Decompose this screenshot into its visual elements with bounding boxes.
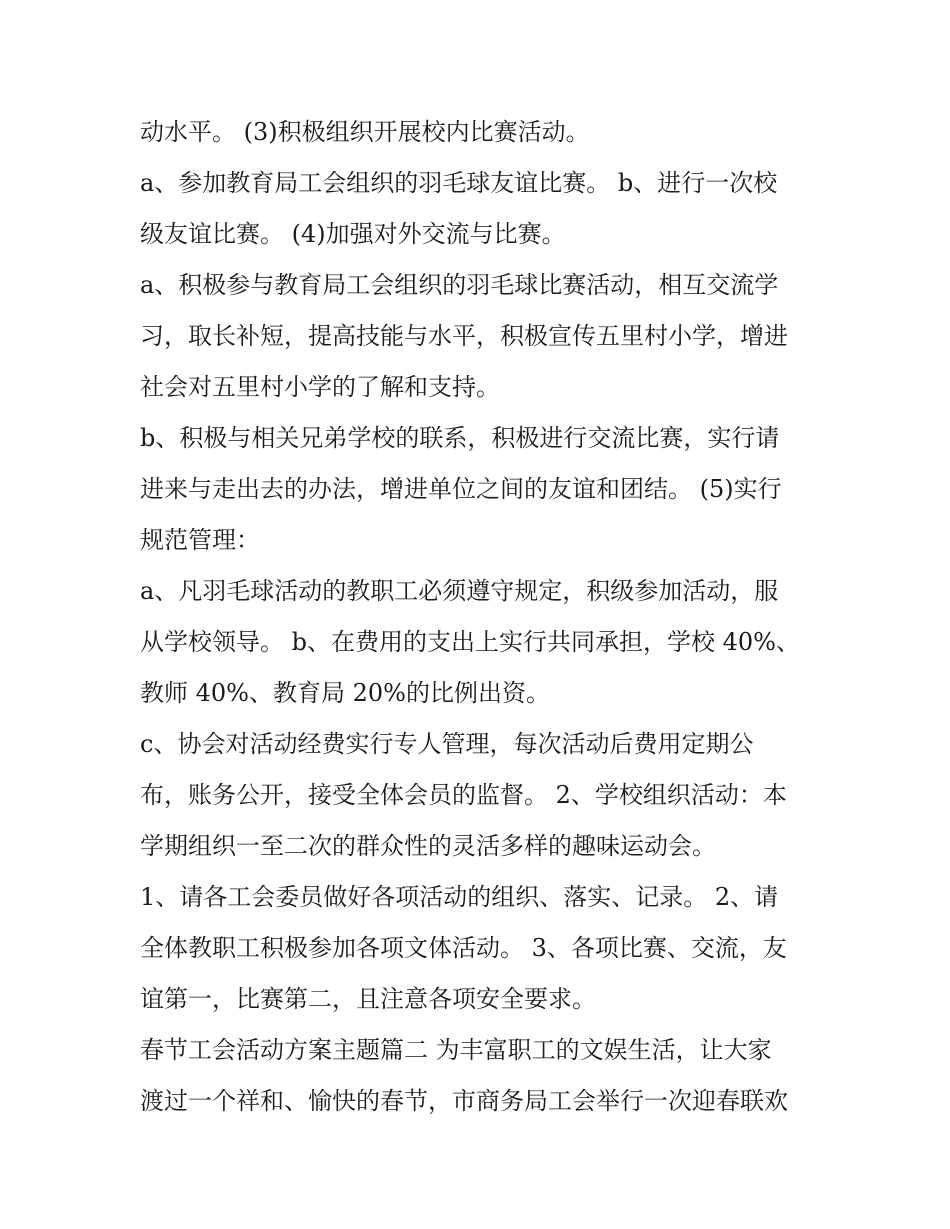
text-line: 渡过一个祥和、愉快的春节，市商务局工会举行一次迎春联欢 xyxy=(140,1087,788,1115)
text-line: 教师 40%、教育局 20%的比例出资。 xyxy=(140,679,550,707)
text-line: a、参加教育局工会组织的羽毛球友谊比赛。 b、进行一次校 xyxy=(140,169,778,197)
document-body xyxy=(140,107,830,1127)
text-line: 习，取长补短，提高技能与水平，积极宣传五里村小学，增进 xyxy=(140,322,788,350)
text-line: 社会对五里村小学的了解和支持。 xyxy=(140,373,500,401)
text-line: a、凡羽毛球活动的教职工必须遵守规定，积级参加活动，服 xyxy=(140,577,779,605)
text-line: 从学校领导。 b、在费用的支出上实行共同承担，学校 40%、 xyxy=(140,628,800,656)
text-line: 春节工会活动方案主题篇二 为丰富职工的文娱生活，让大家 xyxy=(140,1036,772,1064)
text-line: 规范管理： xyxy=(140,526,260,554)
text-line: c、协会对活动经费实行专人管理，每次活动后费用定期公 xyxy=(140,730,754,758)
text-line: 动水平。 (3)积极组织开展校内比赛活动。 xyxy=(140,118,590,146)
text-line: b、积极与相关兄弟学校的联系，积极进行交流比赛，实行请 xyxy=(140,424,780,452)
text-line: 1、请各工会委员做好各项活动的组织、落实、记录。 2、请 xyxy=(140,883,779,911)
text-line: 布，账务公开，接受全体会员的监督。 2、学校组织活动：本 xyxy=(140,781,787,809)
text-line: 进来与走出去的办法，增进单位之间的友谊和团结。 (5)实行 xyxy=(140,475,782,503)
text-line: 谊第一，比赛第二，且注意各项安全要求。 xyxy=(140,985,596,1013)
text-line: 级友谊比赛。 (4)加强对外交流与比赛。 xyxy=(140,220,566,248)
text-line: a、积极参与教育局工会组织的羽毛球比赛活动，相互交流学 xyxy=(140,271,779,299)
text-line: 全体教职工积极参加各项文体活动。 3、各项比赛、交流，友 xyxy=(140,934,787,962)
text-line: 学期组织一至二次的群众性的灵活多样的趣味运动会。 xyxy=(140,832,716,860)
